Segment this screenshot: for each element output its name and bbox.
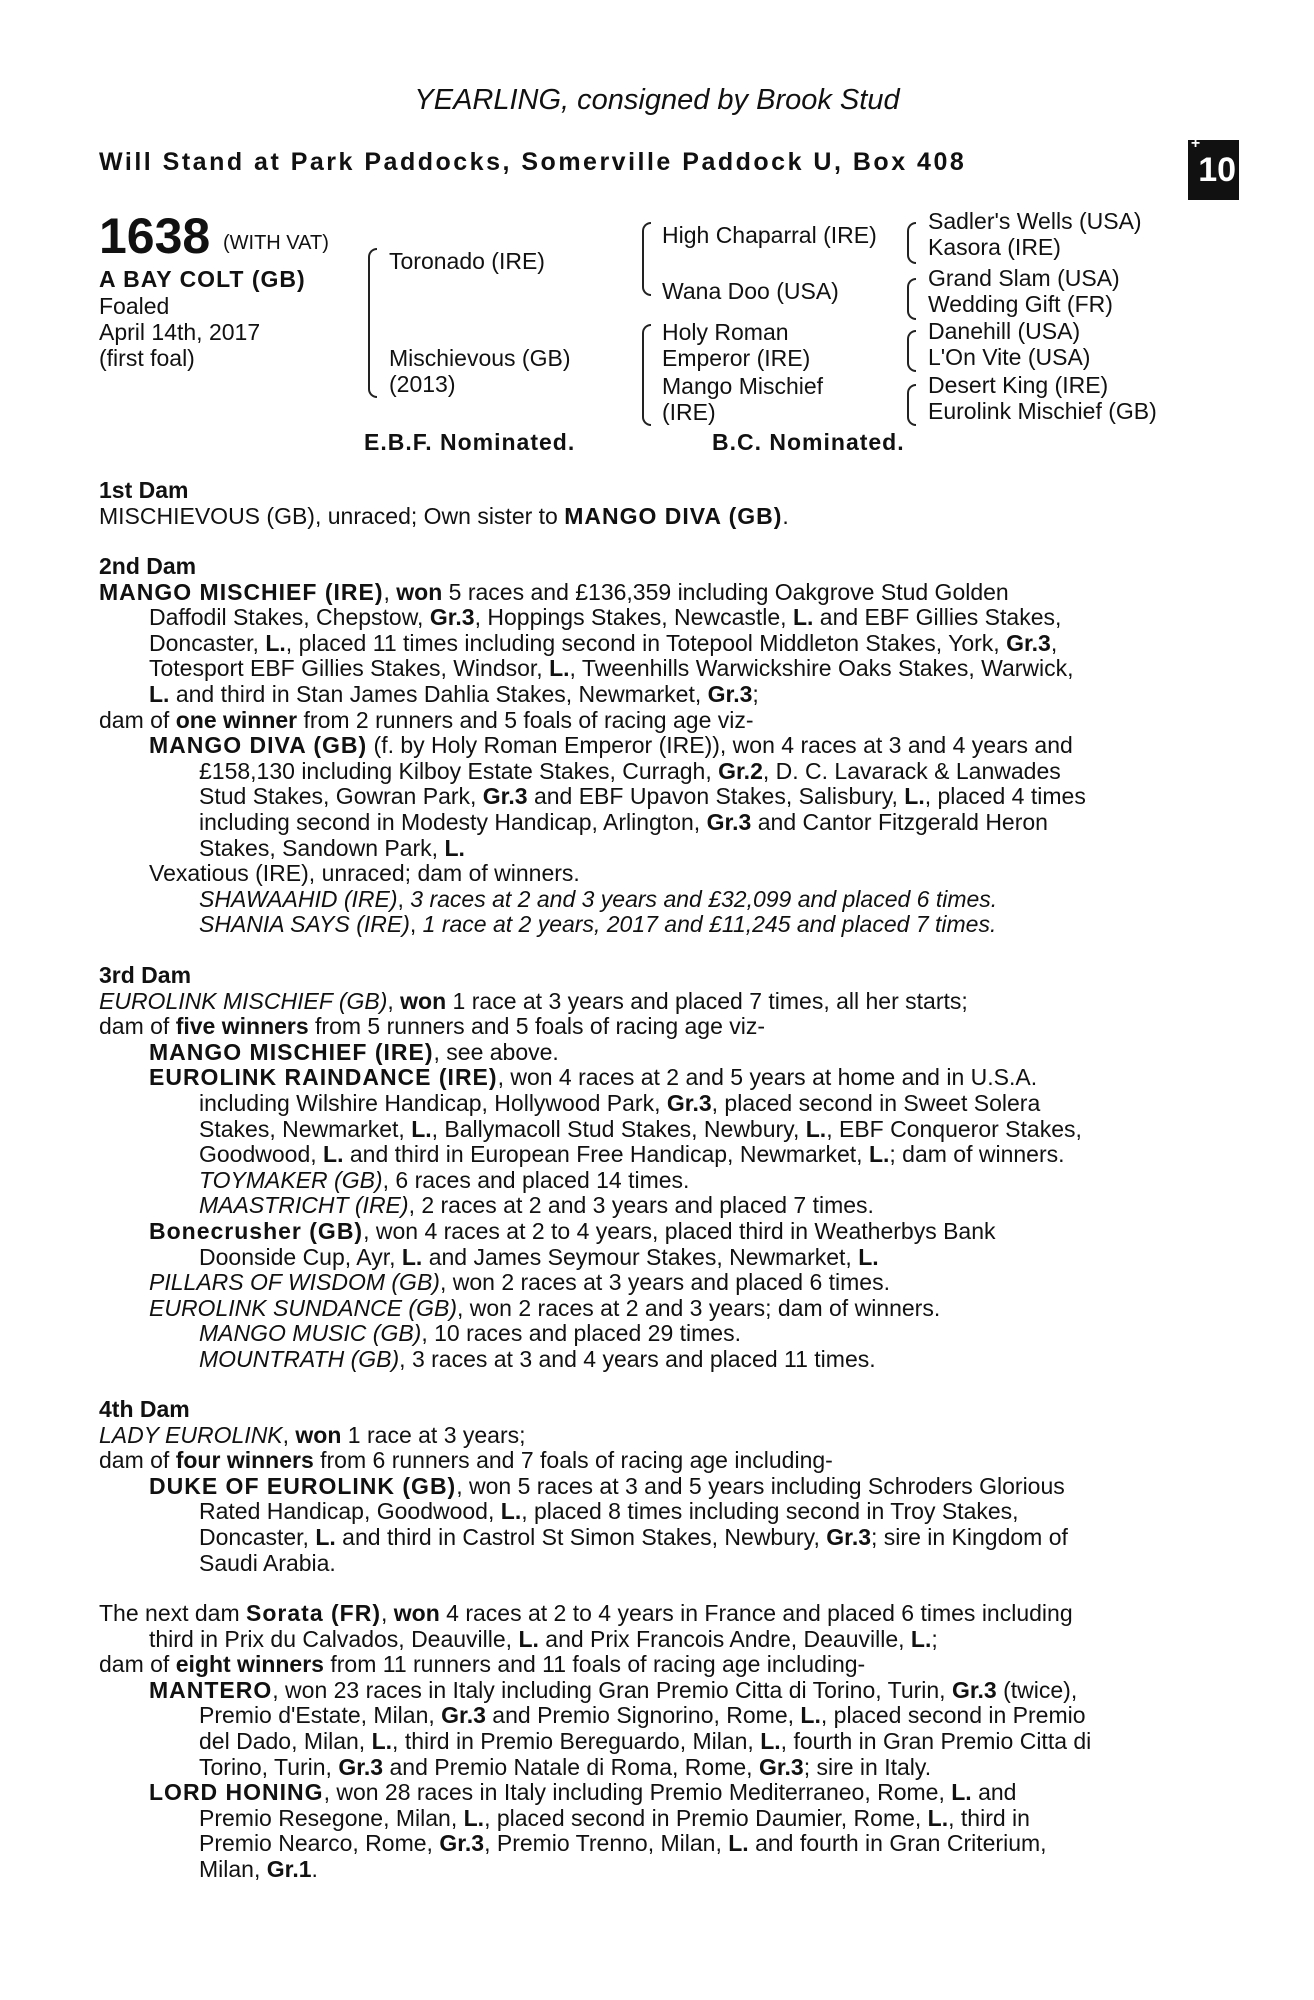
- pedigree-brace: [642, 222, 651, 296]
- first-dam-text: MISCHIEVOUS (GB), unraced; Own sister to MANGO DIVA (GB).: [99, 502, 789, 529]
- pedigree-brace: [368, 248, 377, 398]
- dam: Mischievous (GB): [389, 345, 571, 371]
- dam-dam-line1: Mango Mischief: [662, 373, 824, 399]
- pedigree-brace: [907, 330, 916, 372]
- dam-year: (2013): [389, 371, 456, 397]
- sire-dam-sire: Grand Slam (USA): [928, 265, 1120, 291]
- badge-plus: +: [1190, 135, 1201, 152]
- lot-badge: [1188, 135, 1239, 200]
- stand-location: Will Stand at Park Paddocks, Somerville Paddock U, Box 408: [99, 148, 967, 176]
- sire-dam-dam: Wedding Gift (FR): [928, 291, 1113, 317]
- sire-sire-sire: Sadler's Wells (USA): [928, 208, 1142, 234]
- ebf-nominated: E.B.F. Nominated.: [364, 429, 576, 455]
- first-dam-heading: 1st Dam: [99, 477, 189, 503]
- page-title: YEARLING, consigned by Brook Stud: [414, 84, 900, 116]
- pedigree-brace: [907, 278, 916, 320]
- sire-sire: High Chaparral (IRE): [662, 222, 877, 248]
- sire: Toronado (IRE): [389, 248, 545, 274]
- dam-sire-line1: Holy Roman: [662, 319, 789, 345]
- fourth-dam-heading: 4th Dam: [99, 1396, 190, 1422]
- first-foal: (first foal): [99, 345, 195, 371]
- next-dam-section: The next dam Sorata (FR), won 4 races at 2 to 4 years in France and placed 6 times including third in Prix du Calvados, Deauville, L. and Prix Francois Andre, Deauville, L.; dam of eight winners from 11 runners and 11 foals of racing age including- MANTERO, won 23 races in Italy including Gran Premio Citta di Torino, Turin, Gr.3 (twice), Premio d'Estate, Milan, Gr.3 and Premio Signorino, Rome, L., placed second in Premio del Dado, Milan, L., third in Premio Bereguardo, Milan, L., fourth in Gran Premio Citta di Torino, Turin, Gr.3 and Premio Natale di Roma, Rome, Gr.3; sire in Italy. LORD HONING, won 28 races in Italy including Premio Mediterraneo, Rome, L. and Premio Resegone, Milan, L., placed second in Premio Daumier, Rome, L., third in Premio Nearco, Rome, Gr.3, Premio Trenno, Milan, L. and fourth in Gran Criterium, Milan, Gr.1.: [99, 1600, 1092, 1882]
- second-dam-heading: 2nd Dam: [99, 553, 197, 579]
- dam-dam-sire: Desert King (IRE): [928, 372, 1109, 398]
- bc-nominated: B.C. Nominated.: [712, 429, 905, 455]
- first-dam-section: [99, 478, 1209, 529]
- lot-description: A BAY COLT (GB): [99, 266, 306, 292]
- foaled-label: Foaled: [99, 293, 170, 319]
- dam-sire-dam: L'On Vite (USA): [928, 344, 1091, 370]
- third-dam-heading: 3rd Dam: [99, 962, 192, 988]
- badge-number: 10: [1198, 151, 1237, 189]
- pedigree-brace: [642, 324, 651, 426]
- foaled-date: April 14th, 2017: [99, 319, 261, 345]
- fourth-dam-section: 4th Dam LADY EUROLINK, won 1 race at 3 years; dam of four winners from 6 runners and 7 foals of racing age including- DUKE OF EUROLINK (GB), won 5 races at 3 and 5 years including Schroders Glorious Rated Handicap, Goodwood, L., placed 8 times including second in Troy Stakes, Doncaster, L. and third in Castrol St Simon Stakes, Newbury, Gr.3; sire in Kingdom of Saudi Arabia.: [99, 1397, 1209, 1576]
- pedigree-brace: [907, 222, 916, 264]
- pedigree-brace: [907, 384, 916, 426]
- third-dam-section: 3rd Dam EUROLINK MISCHIEF (GB), won 1 race at 3 years and placed 7 times, all her starts; dam of five winners from 5 runners and 5 foals of racing age viz- MANGO MISCHIEF (IRE), see above. EUROLINK RAINDANCE (IRE), won 4 races at 2 and 5 years at home and in U.S.A. including Wilshire Handicap, Hollywood Park, Gr.3, placed second in Sweet Solera Stakes, Newmarket, L., Ballymacoll Stud Stakes, Newbury, L., EBF Conqueror Stakes, Goodwood, L. and third in European Free Handicap, Newmarket, L.; dam of winners. TOYMAKER (GB), 6 races and placed 14 times. MAASTRICHT (IRE), 2 races at 2 and 3 years and placed 7 times. Bonecrusher (GB), won 4 races at 2 to 4 years, placed third in Weatherbys Bank Doonside Cup, Ayr, L. and James Seymour Stakes, Newmarket, L. PILLARS OF WISDOM (GB), won 2 races at 3 years and placed 6 times. EUROLINK SUNDANCE (GB), won 2 races at 2 and 3 years; dam of winners. MANGO MUSIC (GB), 10 races and placed 29 times. MOUNTRATH (GB), 3 races at 3 and 4 years and placed 11 times.: [99, 963, 1209, 1373]
- lot-number: 1638: [99, 208, 211, 264]
- dam-dam-dam: Eurolink Mischief (GB): [928, 398, 1157, 424]
- second-dam-section: 2nd Dam MANGO MISCHIEF (IRE), won 5 races and £136,359 including Oakgrove Stud Golden Daffodil Stakes, Chepstow, Gr.3, Hoppings Stakes, Newcastle, L. and EBF Gillies Stakes, Doncaster, L., placed 11 times including second in Totepool Middleton Stakes, York, Gr.3, Totesport EBF Gillies Stakes, Windsor, L., Tweenhills Warwickshire Oaks Stakes, Warwick, L. and third in Stan James Dahlia Stakes, Newmarket, Gr.3; dam of one winner from 2 runners and 5 foals of racing age viz- MANGO DIVA (GB) (f. by Holy Roman Emperor (IRE)), won 4 races at 3 and 4 years and £158,130 including Kilboy Estate Stakes, Curragh, Gr.2, D. C. Lavarack & Lanwades Stud Stakes, Gowran Park, Gr.3 and EBF Upavon Stakes, Salisbury, L., placed 4 times including second in Modesty Handicap, Arlington, Gr.3 and Cantor Fitzgerald Heron Stakes, Sandown Park, L. Vexatious (IRE), unraced; dam of winners. SHAWAAHID (IRE), 3 races at 2 and 3 years and £32,099 and placed 6 times. SHANIA SAYS (IRE), 1 race at 2 years, 2017 and £11,245 and placed 7 times.: [99, 554, 1209, 938]
- sire-sire-dam: Kasora (IRE): [928, 234, 1061, 260]
- lot-vat: (WITH VAT): [223, 232, 329, 254]
- dam-dam-line2: (IRE): [662, 399, 716, 425]
- dam-sire-line2: Emperor (IRE): [662, 345, 811, 371]
- sire-dam: Wana Doo (USA): [662, 278, 839, 304]
- dam-sire-sire: Danehill (USA): [928, 318, 1081, 344]
